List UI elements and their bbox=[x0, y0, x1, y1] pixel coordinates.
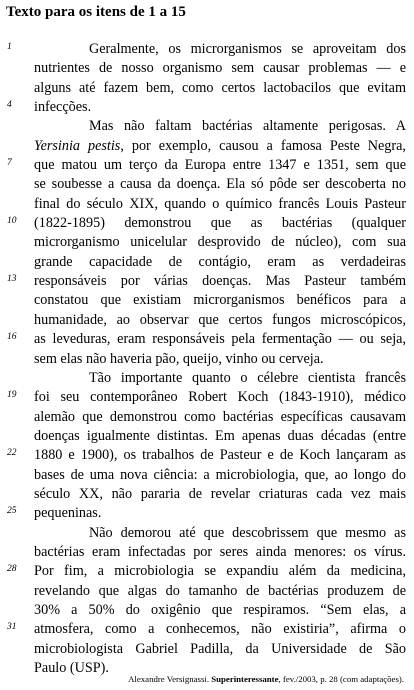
text-line: Tão importante quanto o célebre cientista francês bbox=[89, 369, 406, 386]
line-number: 7 bbox=[7, 158, 12, 168]
text-line: infecções. bbox=[34, 99, 92, 116]
text-line-italic-start: Yersinia pestis, por exemplo, causou a famosa Peste Negra, bbox=[34, 137, 406, 154]
text-line: alemão que demonstrou como bactérias específicas causavam bbox=[34, 408, 406, 425]
text-line: Por fim, a microbiologia se expandiu além da medicina, bbox=[34, 563, 406, 580]
text-line: (1822-1895) demonstrou que as bactérias (qualquer bbox=[34, 215, 406, 232]
text-line: pequeninas. bbox=[34, 505, 102, 522]
line-number: 4 bbox=[7, 100, 12, 110]
line-number: 31 bbox=[7, 622, 17, 632]
text-line: revelando que algas do tamanho de bactérias produzem de bbox=[34, 582, 406, 599]
text-line: alguns até fazem bem, como certos lactobacilos que evitam bbox=[34, 79, 406, 96]
line-number: 28 bbox=[7, 564, 17, 574]
text-line: que matou um terço da Europa entre 1347 e 1351, sem que bbox=[34, 157, 406, 174]
line-number: 16 bbox=[7, 332, 17, 342]
source-citation bbox=[128, 674, 404, 684]
text-line: as leveduras, eram responsáveis pela fermentação — ou seja, bbox=[34, 331, 406, 348]
text-line: constatou que existiam microrganismos benéficos para a bbox=[34, 292, 406, 309]
text-line: atmosfera, como a conhecemos, não existiria”, afirma o bbox=[34, 621, 406, 638]
text-line: final do século XIX, quando o químico francês Louis Pasteur bbox=[34, 195, 406, 212]
species-name: Yersinia pestis bbox=[34, 137, 121, 154]
text-line: 1880 e 1900), os trabalhos de Pasteur e de Koch lançaram as bbox=[34, 447, 406, 464]
text-line: Não demorou até que descobrissem que mesmo as bbox=[89, 524, 406, 541]
text-line: nutrientes de nosso organismo sem causar problemas — e bbox=[34, 60, 406, 77]
text-line: 30% a 50% do oxigênio que respiramos. “Sem elas, a bbox=[34, 601, 406, 618]
source-author: Alexandre Versignassi. bbox=[128, 674, 210, 684]
line-number: 25 bbox=[7, 506, 17, 516]
text-line: bactérias eram infectadas por seres ainda menores: os vírus. bbox=[34, 543, 406, 560]
text-line: século XX, não pararia de revelar criaturas cada vez mais bbox=[34, 485, 406, 502]
text-line: humanidade, ao observar que certos fungos microscópicos, bbox=[34, 311, 406, 328]
source-publication: Superinteressante bbox=[211, 674, 279, 684]
page-title: Texto para os itens de 1 a 15 bbox=[6, 4, 186, 20]
line-number: 22 bbox=[7, 448, 17, 458]
line-number-column bbox=[0, 0, 30, 690]
text-line: Paulo (USP). bbox=[34, 660, 109, 676]
text-line: Geralmente, os microrganismos se aproveitam dos bbox=[89, 41, 406, 57]
line-number: 19 bbox=[7, 390, 17, 400]
line-number: 13 bbox=[7, 274, 17, 284]
text-line: bases de uma nova ciência: a microbiologia, que, ao longo do bbox=[34, 466, 406, 483]
text-line: microbiologista Gabriel Padilla, da Universidade de São bbox=[34, 640, 406, 657]
text-line: doenças igualmente distintas. Em apenas duas décadas (entre bbox=[34, 427, 406, 444]
text-line: sem elas não haveria pão, queijo, vinho ou cerveja. bbox=[34, 350, 324, 367]
text-line: se soubesse a causa da doença. Ela só pôde ser descoberta no bbox=[34, 176, 406, 193]
line-number: 10 bbox=[7, 216, 17, 226]
source-details: , fev./2003, p. 28 (com adaptações). bbox=[278, 674, 404, 684]
article-body bbox=[34, 40, 406, 678]
text-line: grande capacidade de contágio, eram as verdadeiras bbox=[34, 253, 406, 270]
text-line: responsáveis por várias doenças. Mas Pasteur também bbox=[34, 273, 406, 290]
text-line: Mas não faltam bactérias altamente perigosas. A bbox=[89, 118, 406, 135]
text-line: microrganismo unicelular desprovido de núcleo), com sua bbox=[34, 234, 406, 251]
line-number: 1 bbox=[7, 42, 12, 52]
text-line: foi seu contemporâneo Robert Koch (1843-1910), médico bbox=[34, 389, 406, 406]
